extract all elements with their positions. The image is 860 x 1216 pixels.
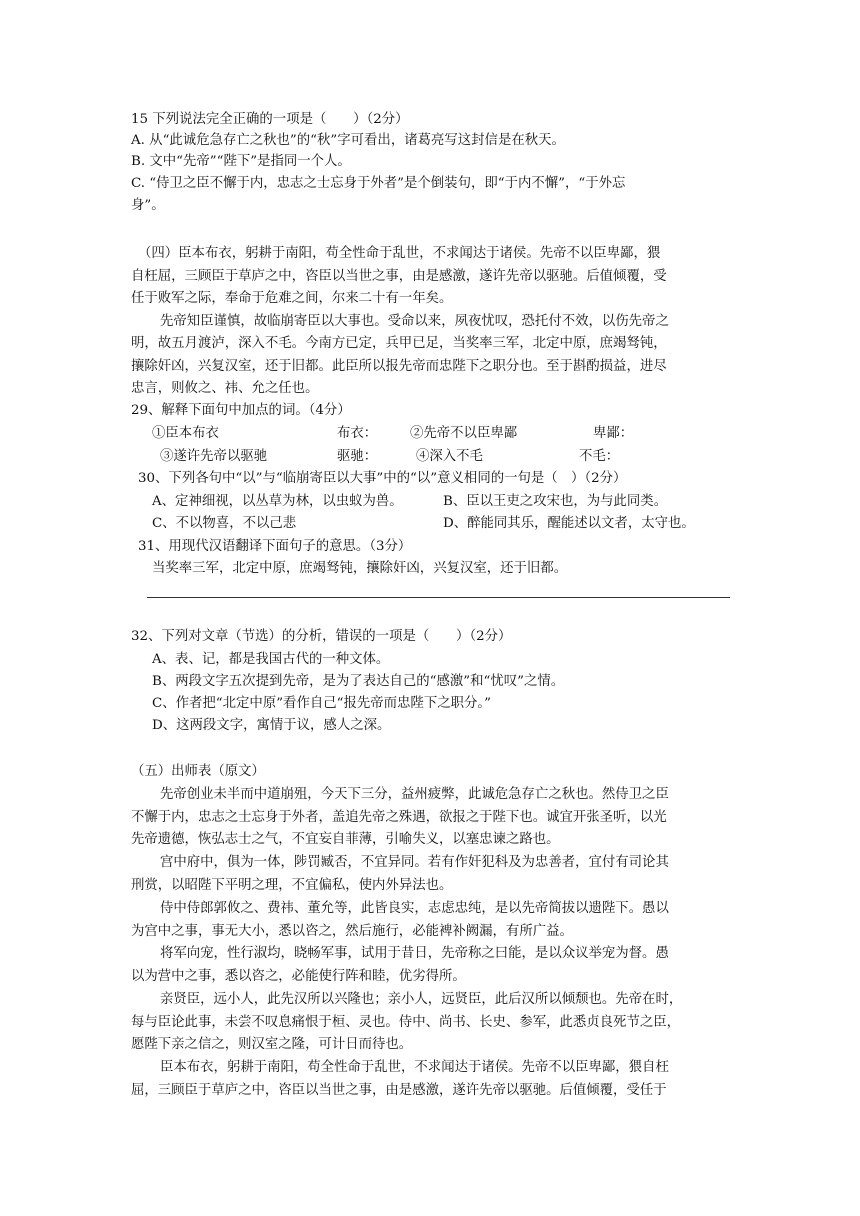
q15-option-c-line2: 身”。 bbox=[131, 198, 165, 213]
part5-title: （五）出师表（原文） bbox=[131, 764, 265, 779]
answer-line bbox=[147, 597, 730, 598]
q31-sentence: 当奖率三军，北定中原，庶竭驽钝，攘除奸凶，兴复汉室，还于旧都。 bbox=[152, 561, 568, 576]
q15-stem: 15 下列说法完全正确的一项是（ ）（2分） bbox=[131, 112, 409, 127]
q32-option-d: D、这两段文字，寓情于议，感人之深。 bbox=[152, 718, 391, 733]
q30-option-c: C、不以物喜，不以己悲 bbox=[152, 516, 297, 531]
part5-line: 不懈于内，忠志之士忘身于外者，盖追先帝之殊遇，欲报之于陛下也。诚宜开张圣听，以光 bbox=[131, 810, 667, 825]
part4-p1-line3: 任于败军之际，奉命于危难之间，尔来二十有一年矣。 bbox=[131, 291, 453, 306]
q30-stem: 30、下列各句中“以”与“临崩寄臣以大事”中的“以”意义相同的一句是（ ）（2分） bbox=[138, 471, 627, 486]
q30-option-d: D、醉能同其乐，醒能述以文者，太守也。 bbox=[443, 516, 695, 531]
part5-line: 刑赏，以昭陛下平明之理，不宜偏私，使内外异法也。 bbox=[131, 878, 453, 893]
q32-option-c: C、作者把“北定中原”看作自己“报先帝而忠陛下之职分。” bbox=[152, 696, 491, 711]
q32-stem: 32、下列对文章（节选）的分析，错误的一项是（ ）（2分） bbox=[131, 629, 512, 644]
q32-option-a: A、表、记，都是我国古代的一种文体。 bbox=[152, 652, 390, 667]
part5-line: 宫中府中，俱为一体，陟罚臧否，不宜异同。若有作奸犯科及为忠善者，宜付有司论其 bbox=[160, 855, 669, 870]
q15-option-b: B. 文中“先帝”“陛下”是指同一个人。 bbox=[131, 154, 351, 169]
part5-line: 每与臣论此事，未尝不叹息痛恨于桓、灵也。侍中、尚书、长史、参军，此悉贞良死节之臣， bbox=[131, 1015, 681, 1030]
part4-p2-line3: 攘除奸凶，兴复汉室，还于旧都。此臣所以报先帝而忠陛下之职分也。至于斟酌损益，进尽 bbox=[131, 359, 667, 374]
part5-line: 臣本布衣，躬耕于南阳，苟全性命于乱世，不求闻达于诸侯。先帝不以臣卑鄙，猥自枉 bbox=[160, 1060, 669, 1075]
part5-line: 将军向宠，性行淑均，晓畅军事，试用于昔日，先帝称之曰能，是以众议举宠为督。愚 bbox=[160, 946, 669, 961]
q15-option-c-line1: C. “侍卫之臣不懈于内，忠志之士忘身于外者”是个倒装句，即“于内不懈”，“于外忘 bbox=[131, 176, 626, 191]
part5-line: 屈，三顾臣于草庐之中，咨臣以当世之事，由是感激，遂许先帝以驱驰。后值倾覆，受任于 bbox=[131, 1083, 667, 1098]
q29-item4: ④深入不毛 bbox=[416, 449, 483, 464]
part4-p2-line1: 先帝知臣谨慎，故临崩寄臣以大事也。受命以来，夙夜忧叹，恐托付不效，以伤先帝之 bbox=[160, 314, 669, 329]
q30-option-a: A、定神细视，以丛草为林，以虫蚁为兽。 bbox=[152, 494, 403, 509]
q29-item3: ③遂许先帝以驱驰 bbox=[160, 449, 268, 464]
part4-p1-line2: 自枉屈，三顾臣于草庐之中，咨臣以当世之事，由是感激，遂许先帝以驱驰。后值倾覆，受 bbox=[131, 269, 667, 284]
part4-p2-line2: 明，故五月渡泸，深入不毛。今南方已定，兵甲已足，当奖率三军，北定中原，庶竭驽钝， bbox=[131, 336, 667, 351]
q31-stem: 31、用现代汉语翻译下面句子的意思。（3分） bbox=[138, 539, 412, 554]
q29-key4: 不毛： bbox=[579, 449, 620, 464]
q29-item1: ①臣本布衣 bbox=[152, 426, 219, 441]
part5-line: 为宫中之事，事无大小，悉以咨之，然后施行，必能裨补阙漏，有所广益。 bbox=[131, 924, 573, 939]
part5-line: 侍中侍郎郭攸之、费祎、董允等，此皆良实，志虑忠纯，是以先帝简拔以遗陛下。愚以 bbox=[160, 901, 669, 916]
q15-option-a: A. 从“此诚危急存亡之秋也”的“秋”字可看出，诸葛亮写这封信是在秋天。 bbox=[131, 133, 565, 148]
part5-line: 先帝遗德，恢弘志士之气，不宜妄自菲薄，引喻失义，以塞忠谏之路也。 bbox=[131, 832, 560, 847]
part4-p2-line4: 忠言，则攸之、祎、允之任也。 bbox=[131, 381, 319, 396]
part4-p1-line1: （四）臣本布衣，躬耕于南阳，苟全性命于乱世，不求闻达于诸侯。先帝不以臣卑鄙，猥 bbox=[138, 246, 661, 261]
part5-line: 以为营中之事，悉以咨之，必能使行阵和睦，优劣得所。 bbox=[131, 969, 466, 984]
q30-option-b: B、臣以王吏之攻宋也，为与此同类。 bbox=[443, 494, 668, 509]
q29-key1: 布衣： bbox=[337, 426, 378, 441]
part5-line: 亲贤臣，远小人，此先汉所以兴隆也；亲小人，远贤臣，此后汉所以倾颓也。先帝在时， bbox=[160, 992, 683, 1007]
q29-key2: 卑鄙： bbox=[593, 426, 634, 441]
part5-line: 愿陛下亲之信之，则汉室之隆，可计日而待也。 bbox=[131, 1037, 413, 1052]
q29-stem: 29、解释下面句中加点的词。（4分） bbox=[131, 403, 351, 418]
q32-option-b: B、两段文字五次提到先帝，是为了表达自己的“感激”和“忧叹”之情。 bbox=[152, 674, 565, 689]
part5-line: 先帝创业未半而中道崩殂，今天下三分，益州疲弊，此诚危急存亡之秋也。然侍卫之臣 bbox=[160, 787, 669, 802]
q29-key3: 驱驰： bbox=[337, 449, 378, 464]
q29-item2: ②先帝不以臣卑鄙 bbox=[410, 426, 518, 441]
